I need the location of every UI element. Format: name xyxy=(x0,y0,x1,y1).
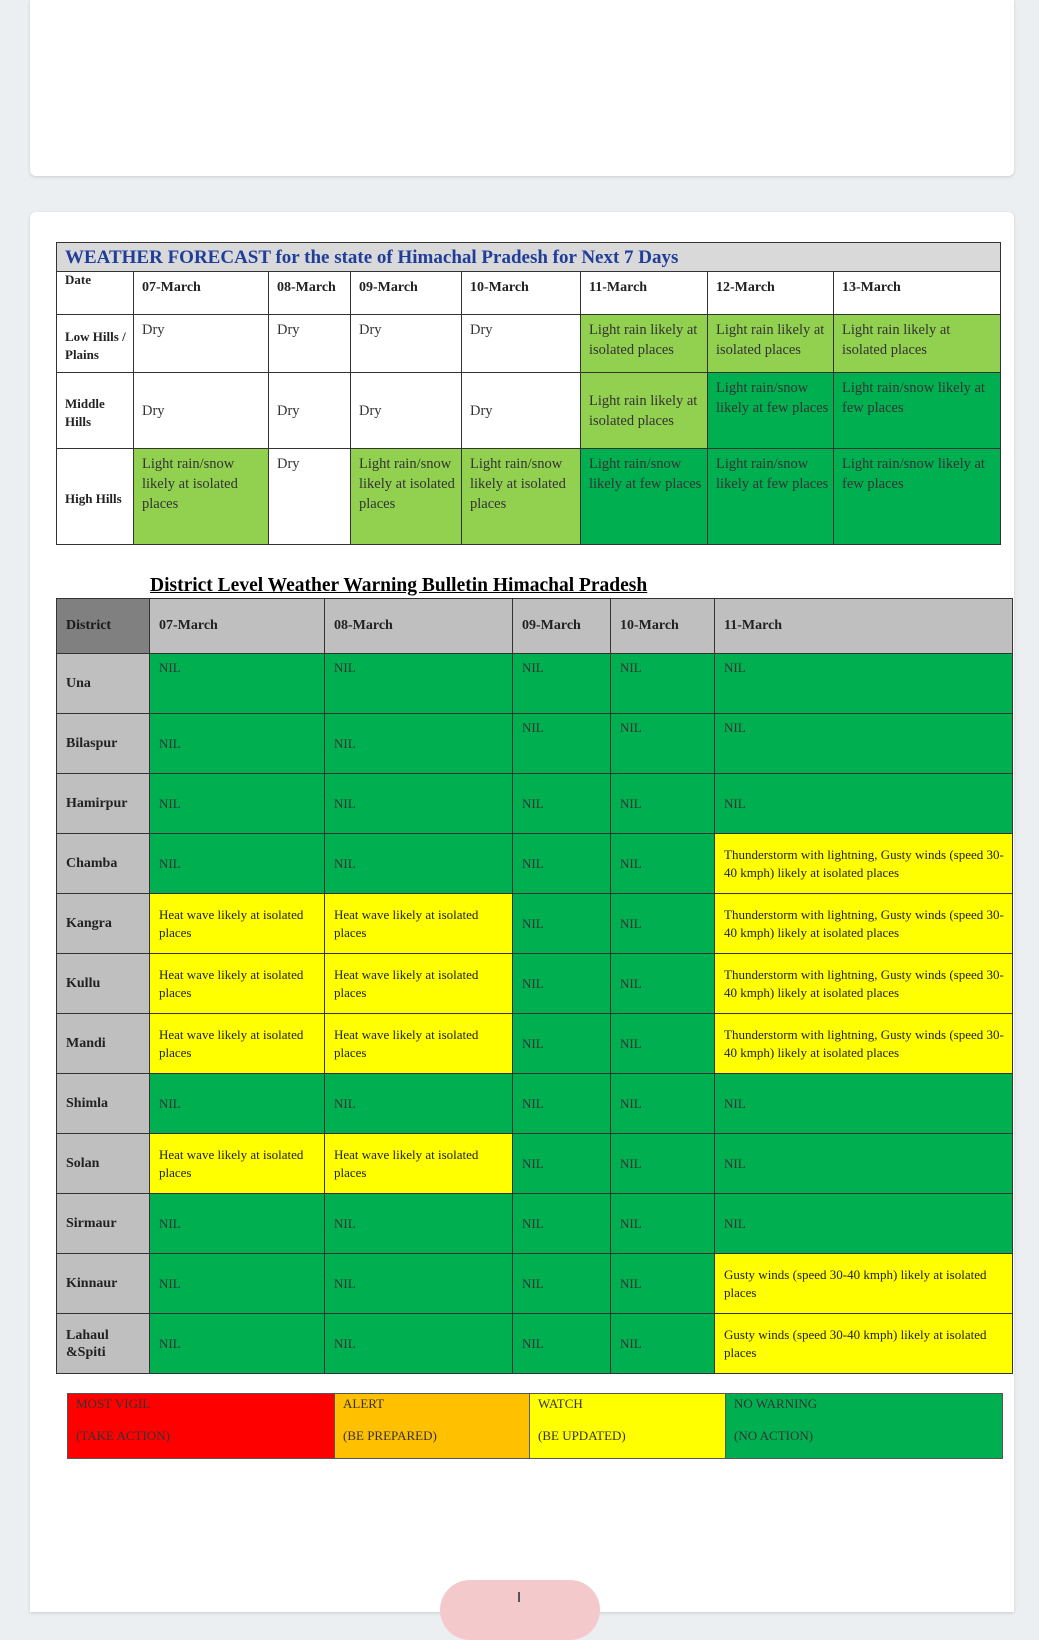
district-name: Solan xyxy=(57,1134,150,1194)
fab-icon xyxy=(518,1592,520,1602)
warning-cell: NIL xyxy=(325,834,513,894)
warning-cell: NIL xyxy=(715,1074,1013,1134)
warning-cell: NIL xyxy=(325,1074,513,1134)
forecast-cell: Dry xyxy=(351,315,462,373)
forecast-cell: Dry xyxy=(351,373,462,449)
warning-cell: Heat wave likely at isolated places xyxy=(325,1134,513,1194)
district-date-header: 08-March xyxy=(325,599,513,654)
region-middle-hills: Middle Hills xyxy=(57,373,134,449)
forecast-date: 12-March xyxy=(708,272,834,315)
warning-cell: NIL xyxy=(150,774,325,834)
district-name: Kangra xyxy=(57,894,150,954)
warning-cell: NIL xyxy=(715,1194,1013,1254)
forecast-cell: Light rain/snow likely at isolated places xyxy=(351,449,462,545)
warning-cell: NIL xyxy=(611,774,715,834)
warning-cell: NIL xyxy=(513,894,611,954)
forecast-cell: Light rain likely at isolated places xyxy=(708,315,834,373)
warning-cell: NIL xyxy=(325,714,513,774)
warning-cell: Heat wave likely at isolated places xyxy=(150,1014,325,1074)
previous-card xyxy=(30,0,1014,176)
forecast-cell: Dry xyxy=(269,315,351,373)
warning-cell: NIL xyxy=(325,1194,513,1254)
warning-cell: NIL xyxy=(513,1014,611,1074)
district-name: Shimla xyxy=(57,1074,150,1134)
warning-cell: NIL xyxy=(611,1194,715,1254)
warning-cell: NIL xyxy=(325,1314,513,1374)
warning-cell: NIL xyxy=(611,894,715,954)
district-warning-table xyxy=(56,598,1013,1374)
warning-cell: NIL xyxy=(325,1254,513,1314)
forecast-cell: Light rain likely at isolated places xyxy=(834,315,1001,373)
forecast-cell: Dry xyxy=(462,315,581,373)
warning-cell: Gusty winds (speed 30-40 kmph) likely at isolated places xyxy=(715,1254,1013,1314)
forecast-cell: Dry xyxy=(269,373,351,449)
forecast-date: 11-March xyxy=(581,272,708,315)
district-name: Lahaul &Spiti xyxy=(57,1314,150,1374)
warning-cell: NIL xyxy=(150,1254,325,1314)
district-name: Kullu xyxy=(57,954,150,1014)
warning-cell: Thunderstorm with lightning, Gusty winds (speed 30-40 kmph) likely at isolated places xyxy=(715,954,1013,1014)
warning-cell: NIL xyxy=(513,1254,611,1314)
warning-cell: NIL xyxy=(150,1074,325,1134)
region-low-hills: Low Hills / Plains xyxy=(57,315,134,373)
warning-cell: NIL xyxy=(150,654,325,714)
warning-cell: NIL xyxy=(715,774,1013,834)
warning-cell: NIL xyxy=(325,654,513,714)
legend-label: WATCH xyxy=(538,1396,583,1411)
warning-cell: Heat wave likely at isolated places xyxy=(150,894,325,954)
district-name: Kinnaur xyxy=(57,1254,150,1314)
floating-action-button[interactable] xyxy=(440,1580,600,1640)
warning-cell: NIL xyxy=(611,1074,715,1134)
date-label: Date xyxy=(57,272,134,315)
district-date-header: 10-March xyxy=(611,599,715,654)
forecast-cell: Dry xyxy=(134,373,269,449)
warning-cell: NIL xyxy=(611,654,715,714)
legend-action: (BE UPDATED) xyxy=(538,1428,626,1443)
forecast-cell: Light rain/snow likely at few places xyxy=(834,373,1001,449)
forecast-title: WEATHER FORECAST for the state of Himachal Pradesh for Next 7 Days xyxy=(57,243,1001,272)
warning-cell: Heat wave likely at isolated places xyxy=(150,954,325,1014)
district-name: Hamirpur xyxy=(57,774,150,834)
warning-cell: NIL xyxy=(513,714,611,774)
warning-cell: Heat wave likely at isolated places xyxy=(150,1134,325,1194)
warning-cell: Gusty winds (speed 30-40 kmph) likely at isolated places xyxy=(715,1314,1013,1374)
legend-watch xyxy=(530,1394,726,1459)
warning-cell: NIL xyxy=(150,1194,325,1254)
forecast-date: 07-March xyxy=(134,272,269,315)
forecast-cell: Light rain/snow likely at few places xyxy=(708,449,834,545)
legend-no-warning xyxy=(726,1394,1003,1459)
warning-cell: Thunderstorm with lightning, Gusty winds (speed 30-40 kmph) likely at isolated places xyxy=(715,834,1013,894)
warning-cell: NIL xyxy=(325,774,513,834)
legend-action: (TAKE ACTION) xyxy=(76,1428,170,1443)
forecast-cell: Light rain likely at isolated places xyxy=(581,373,708,449)
warning-cell: NIL xyxy=(611,834,715,894)
forecast-date: 08-March xyxy=(269,272,351,315)
warning-cell: NIL xyxy=(611,1254,715,1314)
warning-cell: NIL xyxy=(715,654,1013,714)
forecast-cell: Light rain/snow likely at few places xyxy=(708,373,834,449)
district-name: Chamba xyxy=(57,834,150,894)
legend-label: MOST VIGIL xyxy=(76,1396,151,1411)
legend-label: ALERT xyxy=(343,1396,385,1411)
warning-cell: NIL xyxy=(513,1134,611,1194)
forecast-date: 13-March xyxy=(834,272,1001,315)
legend-action: (BE PREPARED) xyxy=(343,1428,437,1443)
district-name: Sirmaur xyxy=(57,1194,150,1254)
legend-most-vigil xyxy=(68,1394,335,1459)
district-bulletin-title: District Level Weather Warning Bulletin Himachal Pradesh xyxy=(150,575,648,596)
forecast-date: 10-March xyxy=(462,272,581,315)
district-name: Bilaspur xyxy=(57,714,150,774)
forecast-cell: Light rain/snow likely at isolated places xyxy=(462,449,581,545)
district-date-header: 11-March xyxy=(715,599,1013,654)
warning-cell: NIL xyxy=(513,834,611,894)
warning-cell: NIL xyxy=(611,1314,715,1374)
color-legend xyxy=(67,1393,1003,1459)
district-header: District xyxy=(57,599,150,654)
forecast-cell: Light rain/snow likely at few places xyxy=(581,449,708,545)
forecast-cell: Dry xyxy=(269,449,351,545)
warning-cell: NIL xyxy=(513,774,611,834)
forecast-table xyxy=(56,242,1001,545)
warning-cell: Thunderstorm with lightning, Gusty winds (speed 30-40 kmph) likely at isolated places xyxy=(715,1014,1013,1074)
district-name: Una xyxy=(57,654,150,714)
warning-cell: NIL xyxy=(513,1314,611,1374)
forecast-cell: Light rain likely at isolated places xyxy=(581,315,708,373)
forecast-cell: Dry xyxy=(134,315,269,373)
warning-cell: NIL xyxy=(513,654,611,714)
warning-cell: NIL xyxy=(611,714,715,774)
region-high-hills: High Hills xyxy=(57,449,134,545)
district-name: Mandi xyxy=(57,1014,150,1074)
warning-cell: NIL xyxy=(150,1314,325,1374)
warning-cell: NIL xyxy=(611,1014,715,1074)
warning-cell: NIL xyxy=(611,954,715,1014)
warning-cell: NIL xyxy=(715,714,1013,774)
legend-alert xyxy=(335,1394,530,1459)
forecast-cell: Light rain/snow likely at few places xyxy=(834,449,1001,545)
forecast-cell: Dry xyxy=(462,373,581,449)
warning-cell: Heat wave likely at isolated places xyxy=(325,954,513,1014)
legend-action: (NO ACTION) xyxy=(734,1428,814,1443)
warning-cell: Heat wave likely at isolated places xyxy=(325,1014,513,1074)
district-date-header: 09-March xyxy=(513,599,611,654)
legend-label: NO WARNING xyxy=(734,1396,818,1411)
warning-cell: NIL xyxy=(150,834,325,894)
forecast-cell: Light rain/snow likely at isolated places xyxy=(134,449,269,545)
district-date-header: 07-March xyxy=(150,599,325,654)
warning-cell: NIL xyxy=(513,1074,611,1134)
warning-cell: NIL xyxy=(611,1134,715,1194)
warning-cell: NIL xyxy=(513,954,611,1014)
warning-cell: NIL xyxy=(150,714,325,774)
warning-cell: Heat wave likely at isolated places xyxy=(325,894,513,954)
forecast-date: 09-March xyxy=(351,272,462,315)
warning-cell: NIL xyxy=(715,1134,1013,1194)
warning-cell: Thunderstorm with lightning, Gusty winds (speed 30-40 kmph) likely at isolated places xyxy=(715,894,1013,954)
warning-cell: NIL xyxy=(513,1194,611,1254)
